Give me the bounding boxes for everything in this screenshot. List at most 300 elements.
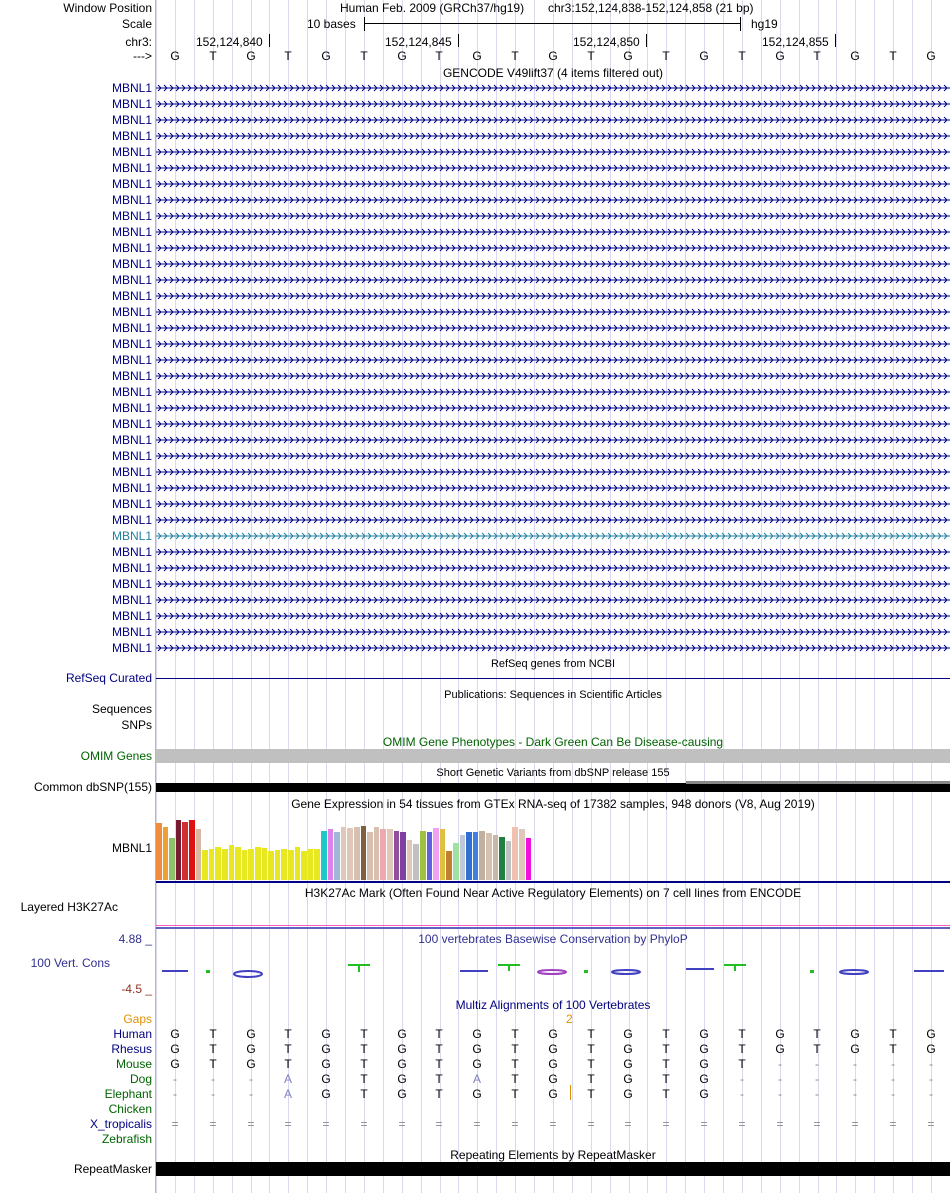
gene-label[interactable]: MBNL1 <box>111 545 152 559</box>
gtex-tissue-bar[interactable] <box>427 832 433 880</box>
alignment-base: T <box>587 1057 595 1071</box>
alignment-base: G <box>699 1027 709 1041</box>
omim-track-title: OMIM Gene Phenotypes - Dark Green Can Be Disease-causing <box>382 735 724 749</box>
h3k27ac-track-title: H3K27Ac Mark (Often Found Near Active Regulatory Elements) on 7 cell lines from ENCODE <box>304 886 802 900</box>
gene-label[interactable]: MBNL1 <box>111 353 152 367</box>
alignment-base: G <box>472 1027 482 1041</box>
alignment-base: G <box>246 1042 256 1056</box>
gtex-tissue-bar[interactable] <box>486 833 492 880</box>
gtex-tissue-bar[interactable] <box>163 827 169 880</box>
alignment-base: = <box>360 1117 368 1131</box>
refseq-feature-line[interactable] <box>156 678 950 679</box>
alignment-base: = <box>398 1117 406 1131</box>
gtex-tissue-bar[interactable] <box>453 843 459 880</box>
gene-label[interactable]: MBNL1 <box>111 193 152 207</box>
alignment-base: T <box>587 1042 595 1056</box>
gene-label[interactable]: MBNL1 <box>111 305 152 319</box>
gtex-tissue-bar[interactable] <box>281 849 287 880</box>
alignment-base: - <box>815 1072 819 1086</box>
alignment-base: G <box>170 1027 180 1041</box>
gene-feature[interactable] <box>156 544 950 560</box>
gtex-tissue-bar[interactable] <box>242 850 248 880</box>
gene-label[interactable]: MBNL1 <box>111 401 152 415</box>
alignment-base: - <box>853 1057 857 1071</box>
alignment-base: G <box>397 1072 407 1086</box>
alignment-base: G <box>926 1027 936 1041</box>
phylop-mark <box>840 970 868 974</box>
gtex-tissue-bar[interactable] <box>413 844 419 880</box>
gtex-tissue-bar[interactable] <box>334 832 340 880</box>
scale-text: 10 bases <box>307 17 356 31</box>
gene-feature[interactable] <box>156 320 950 336</box>
alignment-base: G <box>926 1042 936 1056</box>
gene-feature[interactable] <box>156 384 950 400</box>
alignment-base: T <box>511 1027 519 1041</box>
gtex-tissue-bar[interactable] <box>367 832 373 880</box>
gtex-tissue-bar[interactable] <box>341 827 347 880</box>
gtex-bar-chart[interactable] <box>156 812 536 880</box>
alignment-base: - <box>740 1072 744 1086</box>
alignment-base: - <box>929 1057 933 1071</box>
alignment-base: G <box>623 1042 633 1056</box>
alignment-base: = <box>738 1117 746 1131</box>
gene-label[interactable]: MBNL1 <box>111 433 152 447</box>
alignment-base: G <box>699 1042 709 1056</box>
position-readout: chr3:152,124,838-152,124,858 (21 bp) <box>548 1 754 15</box>
repeatmasker-feature-bar[interactable] <box>156 1162 950 1176</box>
gene-feature[interactable] <box>156 368 950 384</box>
gtex-track-label[interactable]: MBNL1 <box>111 841 152 855</box>
gene-label[interactable]: MBNL1 <box>111 513 152 527</box>
gene-label[interactable]: MBNL1 <box>111 337 152 351</box>
gene-label[interactable]: MBNL1 <box>111 209 152 223</box>
alignment-base: G <box>397 1087 407 1101</box>
gtex-tissue-bar[interactable] <box>189 820 195 880</box>
gene-label[interactable]: MBNL1 <box>111 81 152 95</box>
gene-label[interactable]: MBNL1 <box>111 177 152 191</box>
gtex-tissue-bar[interactable] <box>156 823 162 880</box>
phylop-mark <box>162 970 188 972</box>
gtex-tissue-bar[interactable] <box>519 829 525 880</box>
gtex-tissue-bar[interactable] <box>394 831 400 880</box>
gencode-track-title: GENCODE V49lift37 (4 items filtered out) <box>442 66 664 80</box>
gtex-tissue-bar[interactable] <box>407 840 413 880</box>
gtex-tissue-bar[interactable] <box>248 849 254 880</box>
alignment-base: = <box>549 1117 557 1131</box>
alignment-base: = <box>511 1117 519 1131</box>
gtex-tissue-bar[interactable] <box>262 848 268 880</box>
gene-feature[interactable] <box>156 432 950 448</box>
strand-label: ---> <box>133 49 152 63</box>
alignment-base: G <box>548 1087 558 1101</box>
coord-tick <box>646 34 647 47</box>
gtex-tissue-bar[interactable] <box>295 847 301 880</box>
repeatmasker-track-title: Repeating Elements by RepeatMasker <box>450 1148 656 1162</box>
coord-tick <box>835 34 836 47</box>
alignment-base: G <box>321 1072 331 1086</box>
gtex-tissue-bar[interactable] <box>182 822 188 880</box>
alignment-base: G <box>699 1087 709 1101</box>
gene-feature[interactable] <box>156 80 950 96</box>
alignment-base: - <box>211 1087 215 1101</box>
base-letter: T <box>435 49 443 63</box>
gene-label[interactable]: MBNL1 <box>111 225 152 239</box>
multiz-track-title: Multiz Alignments of 100 Vertebrates <box>455 998 651 1012</box>
publications-track-label[interactable]: Sequences <box>91 702 152 716</box>
gtex-tissue-bar[interactable] <box>499 837 505 880</box>
alignment-base: T <box>511 1042 519 1056</box>
gtex-tissue-bar[interactable] <box>268 851 274 880</box>
phylop-mark <box>206 970 210 973</box>
alignment-base: = <box>247 1117 255 1131</box>
phylop-mark <box>734 964 736 971</box>
alignment-base: = <box>473 1117 481 1131</box>
alignment-base: - <box>815 1057 819 1071</box>
alignment-base: T <box>435 1072 443 1086</box>
gene-feature[interactable] <box>156 560 950 576</box>
h3k27ac-track-label[interactable]: Layered H3K27Ac <box>20 900 118 914</box>
dbsnp-track-label[interactable]: Common dbSNP(155) <box>33 780 152 794</box>
gene-label[interactable]: MBNL1 <box>111 145 152 159</box>
gene-feature[interactable] <box>156 640 950 656</box>
gtex-tissue-bar[interactable] <box>255 847 261 880</box>
gene-label[interactable]: MBNL1 <box>111 641 152 655</box>
gtex-tissue-bar[interactable] <box>512 827 518 880</box>
gene-label[interactable]: MBNL1 <box>111 609 152 623</box>
alignment-base: T <box>209 1027 217 1041</box>
base-letter: G <box>699 49 709 63</box>
window-position-label: Window Position <box>63 1 152 15</box>
gtex-tissue-bar[interactable] <box>321 831 327 880</box>
gtex-tissue-bar[interactable] <box>440 829 446 880</box>
phylop-track-label[interactable]: 100 Vert. Cons <box>30 956 110 970</box>
alignment-base: = <box>209 1117 217 1131</box>
gene-label[interactable]: MBNL1 <box>111 417 152 431</box>
alignment-base: = <box>700 1117 708 1131</box>
alignment-base: T <box>813 1027 821 1041</box>
alignment-base: G <box>775 1027 785 1041</box>
alignment-base: T <box>360 1027 368 1041</box>
gene-feature[interactable] <box>156 400 950 416</box>
alignment-base: G <box>170 1042 180 1056</box>
gene-label[interactable]: MBNL1 <box>111 561 152 575</box>
gene-label[interactable]: MBNL1 <box>111 289 152 303</box>
alignment-base: = <box>587 1117 595 1131</box>
gtex-tissue-bar[interactable] <box>169 838 175 880</box>
gene-label[interactable]: MBNL1 <box>111 529 152 543</box>
alignment-base: A <box>472 1072 481 1086</box>
gene-label[interactable]: MBNL1 <box>111 577 152 591</box>
gene-feature[interactable] <box>156 144 950 160</box>
alignment-base: - <box>853 1072 857 1086</box>
gene-label[interactable]: MBNL1 <box>111 257 152 271</box>
h3k27ac-signal <box>156 927 950 929</box>
alignment-base: - <box>249 1087 253 1101</box>
alignment-base: T <box>209 1042 217 1056</box>
gene-label[interactable]: MBNL1 <box>111 241 152 255</box>
gene-feature[interactable] <box>156 592 950 608</box>
alignment-base: G <box>850 1042 860 1056</box>
gtex-tissue-bar[interactable] <box>387 829 393 880</box>
gene-feature[interactable] <box>156 512 950 528</box>
scale-bar-right-tick <box>740 17 741 31</box>
alignment-base: T <box>360 1072 368 1086</box>
scale-bar-left-tick <box>364 17 365 31</box>
phylop-mark <box>612 970 640 974</box>
gene-feature[interactable] <box>156 496 950 512</box>
alignment-base: G <box>699 1057 709 1071</box>
alignment-base: G <box>775 1042 785 1056</box>
alignment-base: G <box>548 1027 558 1041</box>
gtex-tissue-bar[interactable] <box>526 838 532 880</box>
repeatmasker-track-label[interactable]: RepeatMasker <box>73 1162 152 1176</box>
coord-label: 152,124,845 <box>385 35 452 49</box>
gene-feature[interactable] <box>156 624 950 640</box>
alignment-base: T <box>360 1057 368 1071</box>
alignment-base: G <box>623 1027 633 1041</box>
gene-feature[interactable] <box>156 256 950 272</box>
scale-bar <box>364 23 741 24</box>
gene-feature[interactable] <box>156 352 950 368</box>
gene-feature[interactable] <box>156 160 950 176</box>
alignment-base: T <box>284 1042 292 1056</box>
gtex-tissue-bar[interactable] <box>493 835 499 880</box>
gtex-tissue-bar[interactable] <box>380 829 386 880</box>
alignment-base: T <box>662 1057 670 1071</box>
gtex-tissue-bar[interactable] <box>420 831 426 880</box>
base-letter: G <box>926 49 936 63</box>
gtex-tissue-bar[interactable] <box>354 827 360 880</box>
base-letter: T <box>813 49 821 63</box>
gtex-tissue-bar[interactable] <box>275 850 281 880</box>
phylop-mark <box>810 970 814 973</box>
gene-feature[interactable] <box>156 176 950 192</box>
alignment-base: G <box>548 1057 558 1071</box>
alignment-base: = <box>171 1117 179 1131</box>
alignment-base: G <box>850 1027 860 1041</box>
phylop-mark <box>538 970 566 974</box>
alignment-base: - <box>815 1087 819 1101</box>
gtex-tissue-bar[interactable] <box>466 832 472 880</box>
alignment-base: - <box>853 1087 857 1101</box>
gene-feature[interactable] <box>156 304 950 320</box>
gene-label[interactable]: MBNL1 <box>111 497 152 511</box>
gene-feature[interactable] <box>156 448 950 464</box>
alignment-base: T <box>889 1027 897 1041</box>
alignment-base: G <box>623 1072 633 1086</box>
alignment-base: G <box>321 1042 331 1056</box>
gene-label[interactable]: MBNL1 <box>111 113 152 127</box>
alignment-base: G <box>548 1072 558 1086</box>
alignment-base: T <box>284 1057 292 1071</box>
phylop-min-label: -4.5 _ <box>121 982 152 996</box>
omim-track-label[interactable]: OMIM Genes <box>80 749 152 763</box>
gene-feature[interactable] <box>156 528 950 544</box>
gene-label[interactable]: MBNL1 <box>111 465 152 479</box>
gene-feature[interactable] <box>156 272 950 288</box>
base-letter: G <box>548 49 558 63</box>
gap-count: 2 <box>566 1012 573 1026</box>
dbsnp-feature-overlay[interactable] <box>686 781 950 784</box>
gene-label[interactable]: MBNL1 <box>111 129 152 143</box>
gtex-tissue-bar[interactable] <box>328 829 334 880</box>
coord-tick <box>269 34 270 47</box>
gene-label[interactable]: MBNL1 <box>111 369 152 383</box>
alignment-base: T <box>209 1057 217 1071</box>
omim-feature-bar[interactable] <box>156 749 950 763</box>
gtex-tissue-bar[interactable] <box>479 831 485 880</box>
base-letter: G <box>775 49 785 63</box>
gtex-tissue-bar[interactable] <box>209 849 215 880</box>
alignment-base: G <box>170 1057 180 1071</box>
gtex-track-title: Gene Expression in 54 tissues from GTEx RNA-seq of 17382 samples, 948 donors (V8, Aug 2019) <box>291 797 815 811</box>
gtex-tissue-bar[interactable] <box>506 841 512 880</box>
gtex-baseline <box>156 881 950 883</box>
base-letter: G <box>850 49 860 63</box>
gtex-tissue-bar[interactable] <box>361 826 367 880</box>
gene-feature[interactable] <box>156 608 950 624</box>
gene-label[interactable]: MBNL1 <box>111 593 152 607</box>
gtex-tissue-bar[interactable] <box>229 845 235 880</box>
gene-feature[interactable] <box>156 336 950 352</box>
dbsnp-feature-bar[interactable] <box>156 783 950 792</box>
base-letter: T <box>889 49 897 63</box>
species-label[interactable]: Chicken <box>108 1102 152 1116</box>
gene-label[interactable]: MBNL1 <box>111 321 152 335</box>
alignment-base: - <box>778 1057 782 1071</box>
alignment-base: - <box>211 1072 215 1086</box>
alignment-base: T <box>813 1042 821 1056</box>
phylop-mark <box>686 968 714 970</box>
alignment-base: T <box>511 1057 519 1071</box>
base-letter: T <box>511 49 519 63</box>
scale-label: Scale <box>121 17 152 31</box>
base-letter: G <box>321 49 331 63</box>
alignment-base: = <box>662 1117 670 1131</box>
alignment-base: T <box>587 1027 595 1041</box>
alignment-base: T <box>738 1027 746 1041</box>
base-letter: T <box>284 49 292 63</box>
phylop-max-label: 4.88 _ <box>118 932 152 946</box>
gene-label[interactable]: MBNL1 <box>111 97 152 111</box>
gene-label[interactable]: MBNL1 <box>111 449 152 463</box>
gtex-tissue-bar[interactable] <box>235 847 241 880</box>
gene-feature[interactable] <box>156 416 950 432</box>
gene-feature[interactable] <box>156 224 950 240</box>
gene-feature[interactable] <box>156 128 950 144</box>
phylop-logo <box>156 955 950 979</box>
db-name: hg19 <box>751 17 778 31</box>
species-label[interactable]: Human <box>113 1027 152 1041</box>
gtex-tissue-bar[interactable] <box>460 835 466 880</box>
gene-feature[interactable] <box>156 464 950 480</box>
gene-feature[interactable] <box>156 192 950 208</box>
alignment-base: - <box>929 1087 933 1101</box>
gtex-tissue-bar[interactable] <box>347 828 353 880</box>
phylop-mark <box>460 970 488 972</box>
species-label[interactable]: Rhesus <box>111 1042 152 1056</box>
alignment-base: T <box>435 1057 443 1071</box>
gene-label[interactable]: MBNL1 <box>111 273 152 287</box>
base-letter: G <box>170 49 180 63</box>
phylop-track-title: 100 vertebrates Basewise Conservation by PhyloP <box>418 932 688 946</box>
gtex-tissue-bar[interactable] <box>301 851 307 880</box>
alignment-base: G <box>472 1042 482 1056</box>
phylop-mark <box>584 970 588 973</box>
alignment-base: T <box>662 1027 670 1041</box>
species-label[interactable]: Mouse <box>115 1057 152 1071</box>
alignment-base: T <box>360 1042 368 1056</box>
alignment-base: G <box>623 1087 633 1101</box>
alignment-base: G <box>246 1057 256 1071</box>
gtex-tissue-bar[interactable] <box>400 832 406 880</box>
gene-feature[interactable] <box>156 208 950 224</box>
gtex-tissue-bar[interactable] <box>176 820 182 880</box>
base-letter: T <box>587 49 595 63</box>
gene-label[interactable]: MBNL1 <box>111 385 152 399</box>
coord-label: 152,124,840 <box>196 35 263 49</box>
gtex-tissue-bar[interactable] <box>215 847 221 880</box>
alignment-base: G <box>623 1057 633 1071</box>
gtex-tissue-bar[interactable] <box>196 829 202 880</box>
alignment-base: = <box>322 1117 330 1131</box>
gtex-tissue-bar[interactable] <box>308 849 314 880</box>
gene-feature[interactable] <box>156 576 950 592</box>
phylop-mark <box>914 970 944 972</box>
gene-label[interactable]: MBNL1 <box>111 481 152 495</box>
alignment-base: G <box>321 1027 331 1041</box>
gtex-tissue-bar[interactable] <box>374 827 380 880</box>
chrom-label: chr3: <box>125 35 152 49</box>
gtex-tissue-bar[interactable] <box>314 849 320 880</box>
snps-track-label[interactable]: SNPs <box>121 718 152 732</box>
gtex-tissue-bar[interactable] <box>202 850 208 880</box>
species-label[interactable]: X_tropicalis <box>89 1117 152 1131</box>
gtex-tissue-bar[interactable] <box>446 851 452 880</box>
species-label[interactable]: Dog <box>129 1072 152 1086</box>
refseq-track-label[interactable]: RefSeq Curated <box>65 671 152 685</box>
base-sequence <box>0 48 950 64</box>
gene-feature[interactable] <box>156 480 950 496</box>
gene-feature[interactable] <box>156 240 950 256</box>
gtex-tissue-bar[interactable] <box>222 849 228 880</box>
phylop-mark <box>234 971 262 977</box>
alignment-base: = <box>813 1117 821 1131</box>
gene-feature[interactable] <box>156 96 950 112</box>
species-label[interactable]: Elephant <box>104 1087 152 1101</box>
coord-label: 152,124,850 <box>573 35 640 49</box>
gtex-tissue-bar[interactable] <box>433 828 439 880</box>
alignment-base: T <box>511 1072 519 1086</box>
gtex-tissue-bar[interactable] <box>473 832 479 880</box>
coord-label: 152,124,855 <box>762 35 829 49</box>
alignment-base: T <box>738 1042 746 1056</box>
gtex-tissue-bar[interactable] <box>288 850 294 880</box>
alignment-base: T <box>435 1027 443 1041</box>
alignment-base: - <box>249 1072 253 1086</box>
alignment-base: - <box>778 1072 782 1086</box>
h3k27ac-signal <box>156 925 950 926</box>
alignment-base: = <box>851 1117 859 1131</box>
gene-label[interactable]: MBNL1 <box>111 161 152 175</box>
gene-feature[interactable] <box>156 288 950 304</box>
base-letter: G <box>246 49 256 63</box>
alignment-base: T <box>435 1087 443 1101</box>
alignment-base: - <box>929 1072 933 1086</box>
species-label[interactable]: Zebrafish <box>101 1132 152 1146</box>
gene-feature[interactable] <box>156 112 950 128</box>
gene-label[interactable]: MBNL1 <box>111 625 152 639</box>
